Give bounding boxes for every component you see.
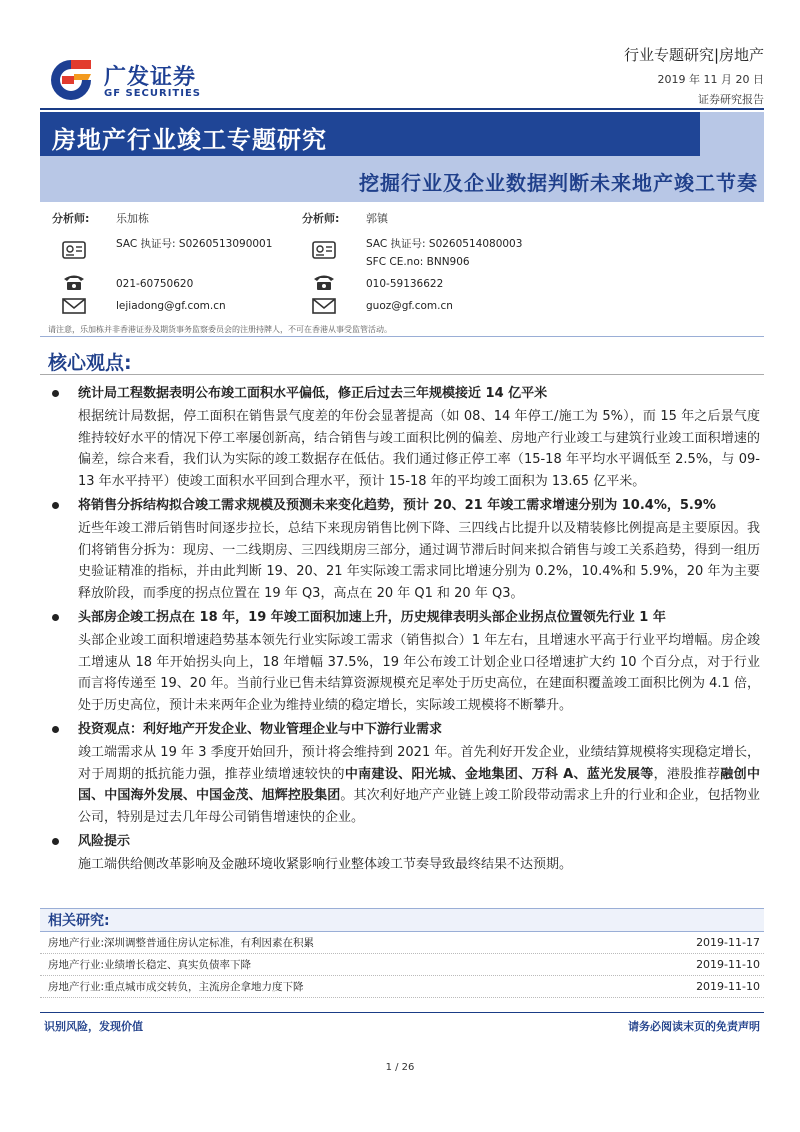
footer-divider [40, 1012, 764, 1013]
disclaimer-text: 请注意，乐加栋并非香港证券及期货事务监察委员会的注册持牌人，不可在香港从事受监管活动。 [48, 325, 392, 334]
related-item[interactable] [40, 932, 764, 954]
section-heading: 投资观点：利好地产开发企业、物业管理企业与中下游行业需求 [48, 718, 760, 742]
section-body: 近些年竣工滞后销售时间逐步拉长，总结下来现房销售比例下降、三四线占比提升以及精装修比例提高是主要原因。我们将销售分拆为：现房、一二线期房、三四线期房三部分，通过调节滞后时间来拟合销售与竣工关系趋势，得到一组历史验证精准的指标，并由此判断 19、20、21 年实际竣工需求同比增速分别为 0.2%，10.4%和 5.9%，20 年为主要释放阶段，而季度的拐点位置在 19 年 Q3，高点在 20 年 Q1 和 20 年 Q3。 [78, 521, 760, 601]
divider [40, 336, 764, 337]
section-heading: 风险提示 [48, 830, 760, 854]
related-item[interactable] [40, 976, 764, 998]
section-heading: 统计局工程数据表明公布竣工面积水平偏低，修正后过去三年规模接近 14 亿平米 [48, 382, 760, 406]
related-item-date: 2019-11-10 [696, 980, 760, 993]
recommended-hk-stocks: 融创中国、中国海外发展、中国金茂、旭辉控股集团 [78, 766, 760, 803]
section-body: 头部企业竣工面积增速趋势基本领先行业实际竣工需求（销售拟合）1 年左右，且增速水平高于行业平均增幅。房企竣工增速从 18 年开始拐头向上，18 年增幅 37.5%，19 年公布竣工计划企业口径增速扩大约 10 个百分点，对于行业而言将传递至 19、20 年。当前行业已售未结算资源规模充足率处于历史高位，在建面积覆盖竣工面积比例为 4.1 倍，处于历史高位，预计未来两年企业为维持业绩的稳定增长，实际竣工规模将不断攀升。 [78, 633, 760, 713]
related-item-date: 2019-11-17 [696, 936, 760, 949]
analyst-sac: SAC 执证号: S0260514080003 [366, 238, 523, 250]
title-bar [40, 112, 700, 156]
section-body: 施工端供给侧改革影响及金融环境收紧影响行业整体竣工节奏导致最终结果不达预期。 [78, 857, 573, 872]
id-card-icon [312, 240, 336, 260]
title-band [40, 112, 764, 202]
analyst-card-2 [290, 206, 550, 324]
analyst-phone: 010-59136622 [366, 278, 444, 290]
related-item-date: 2019-11-10 [696, 958, 760, 971]
related-item[interactable] [40, 954, 764, 976]
logo-english: GF SECURITIES [104, 88, 202, 99]
analyst-name: 郭镇 [366, 212, 388, 225]
analyst-label: 分析师: [52, 212, 90, 225]
section-heading: 头部房企竣工拐点在 18 年，19 年竣工面积加速上升，历史规律表明头部企业拐点位置领先行业 1 年 [48, 606, 760, 630]
footer-slogan: 识别风险，发现价值 [44, 1020, 143, 1033]
analyst-email[interactable]: lejiadong@gf.com.cn [116, 300, 226, 312]
report-category: 行业专题研究|房地产 [623, 46, 764, 64]
core-views-title: 核心观点: [48, 352, 132, 374]
report-header [0, 0, 800, 112]
analysts-block [40, 206, 764, 324]
email-icon [62, 296, 86, 316]
recommended-stocks: 中南建设、阳光城、金地集团、万科 A、蓝光发展等 [344, 766, 654, 782]
analyst-sfc: SFC CE.no: BNN906 [366, 256, 470, 268]
page-number: 1 / 26 [385, 1062, 415, 1073]
id-card-icon [62, 240, 86, 260]
related-research [40, 908, 764, 998]
core-views-content [48, 382, 760, 878]
bullet-icon [52, 838, 59, 845]
gf-logo [48, 58, 208, 102]
phone-icon [62, 272, 86, 292]
gf-logo-icon [48, 58, 94, 102]
header-meta [624, 44, 764, 107]
divider [40, 374, 764, 375]
section-body: 根据统计局数据，停工面积在销售景气度差的年份会显著提高（如 08、14 年停工/施工为 5%），而 15 年之后景气度维持较好水平的情况下停工率屡创新高，结合销售与竣工面积比例的偏差、房地产行业竣工与建筑行业竣工面积增速的偏差，综合来看，我们认为实际的竣工数据存在低估。我们通过修正停工率（15-18 年平均水平调低至 2.5%，与 09-13 年水平持平）使竣工面积水平回到合理水平，预计 15-18 年的平均竣工面积为 13.65 亿平米。 [78, 409, 760, 489]
analyst-card-1 [40, 206, 300, 324]
bullet-icon [52, 390, 59, 397]
report-subtitle: 挖掘行业及企业数据判断未来地产竣工节奏 [359, 171, 758, 195]
header-divider [40, 108, 764, 110]
report-type: 证券研究报告 [698, 93, 764, 106]
analyst-label: 分析师: [302, 212, 340, 225]
related-research-title: 相关研究: [40, 908, 764, 932]
analyst-sac: SAC 执证号: S0260513090001 [116, 238, 273, 250]
logo-chinese: 广发证券 [104, 65, 197, 90]
email-icon [312, 296, 336, 316]
related-item-title: 房地产行业:业绩增长稳定、真实负债率下降 [48, 959, 252, 971]
related-item-title: 房地产行业:深圳调整普通住房认定标准，有利因素在积累 [48, 937, 315, 949]
analyst-phone: 021-60750620 [116, 278, 194, 290]
report-title: 房地产行业竣工专题研究 [52, 126, 327, 154]
analyst-email[interactable]: guoz@gf.com.cn [366, 300, 453, 312]
bullet-icon [52, 614, 59, 621]
section-heading: 将销售分拆结构拟合竣工需求规模及预测未来变化趋势，预计 20、21 年竣工需求增速分别为 10.4%，5.9% [48, 494, 760, 518]
report-date: 2019 年 11 月 20 日 [657, 73, 764, 86]
footer-disclaimer-note: 请务必阅读末页的免责声明 [628, 1020, 760, 1033]
bullet-icon [52, 502, 59, 509]
bullet-icon [52, 726, 59, 733]
phone-icon [312, 272, 336, 292]
section-body: 竣工端需求从 19 年 3 季度开始回升，预计将会维持到 2021 年。首先利好开发企业，业绩结算规模将实现稳定增长，对于周期的抵抗能力强，推荐业绩增速较快的中南建设、阳光城、金地集团、万科 A、蓝光发展等，港股推荐融创中国、中国海外发展、中国金茂、旭辉控股集团。其次利好地产产业链上竣工阶段带动需求上升的行业和企业，包括物业公司，特别是过去几年母公司销售增速快的企业。 [78, 745, 760, 825]
analyst-name: 乐加栋 [116, 212, 149, 225]
related-item-title: 房地产行业:重点城市成交转负，主流房企拿地力度下降 [48, 981, 304, 993]
